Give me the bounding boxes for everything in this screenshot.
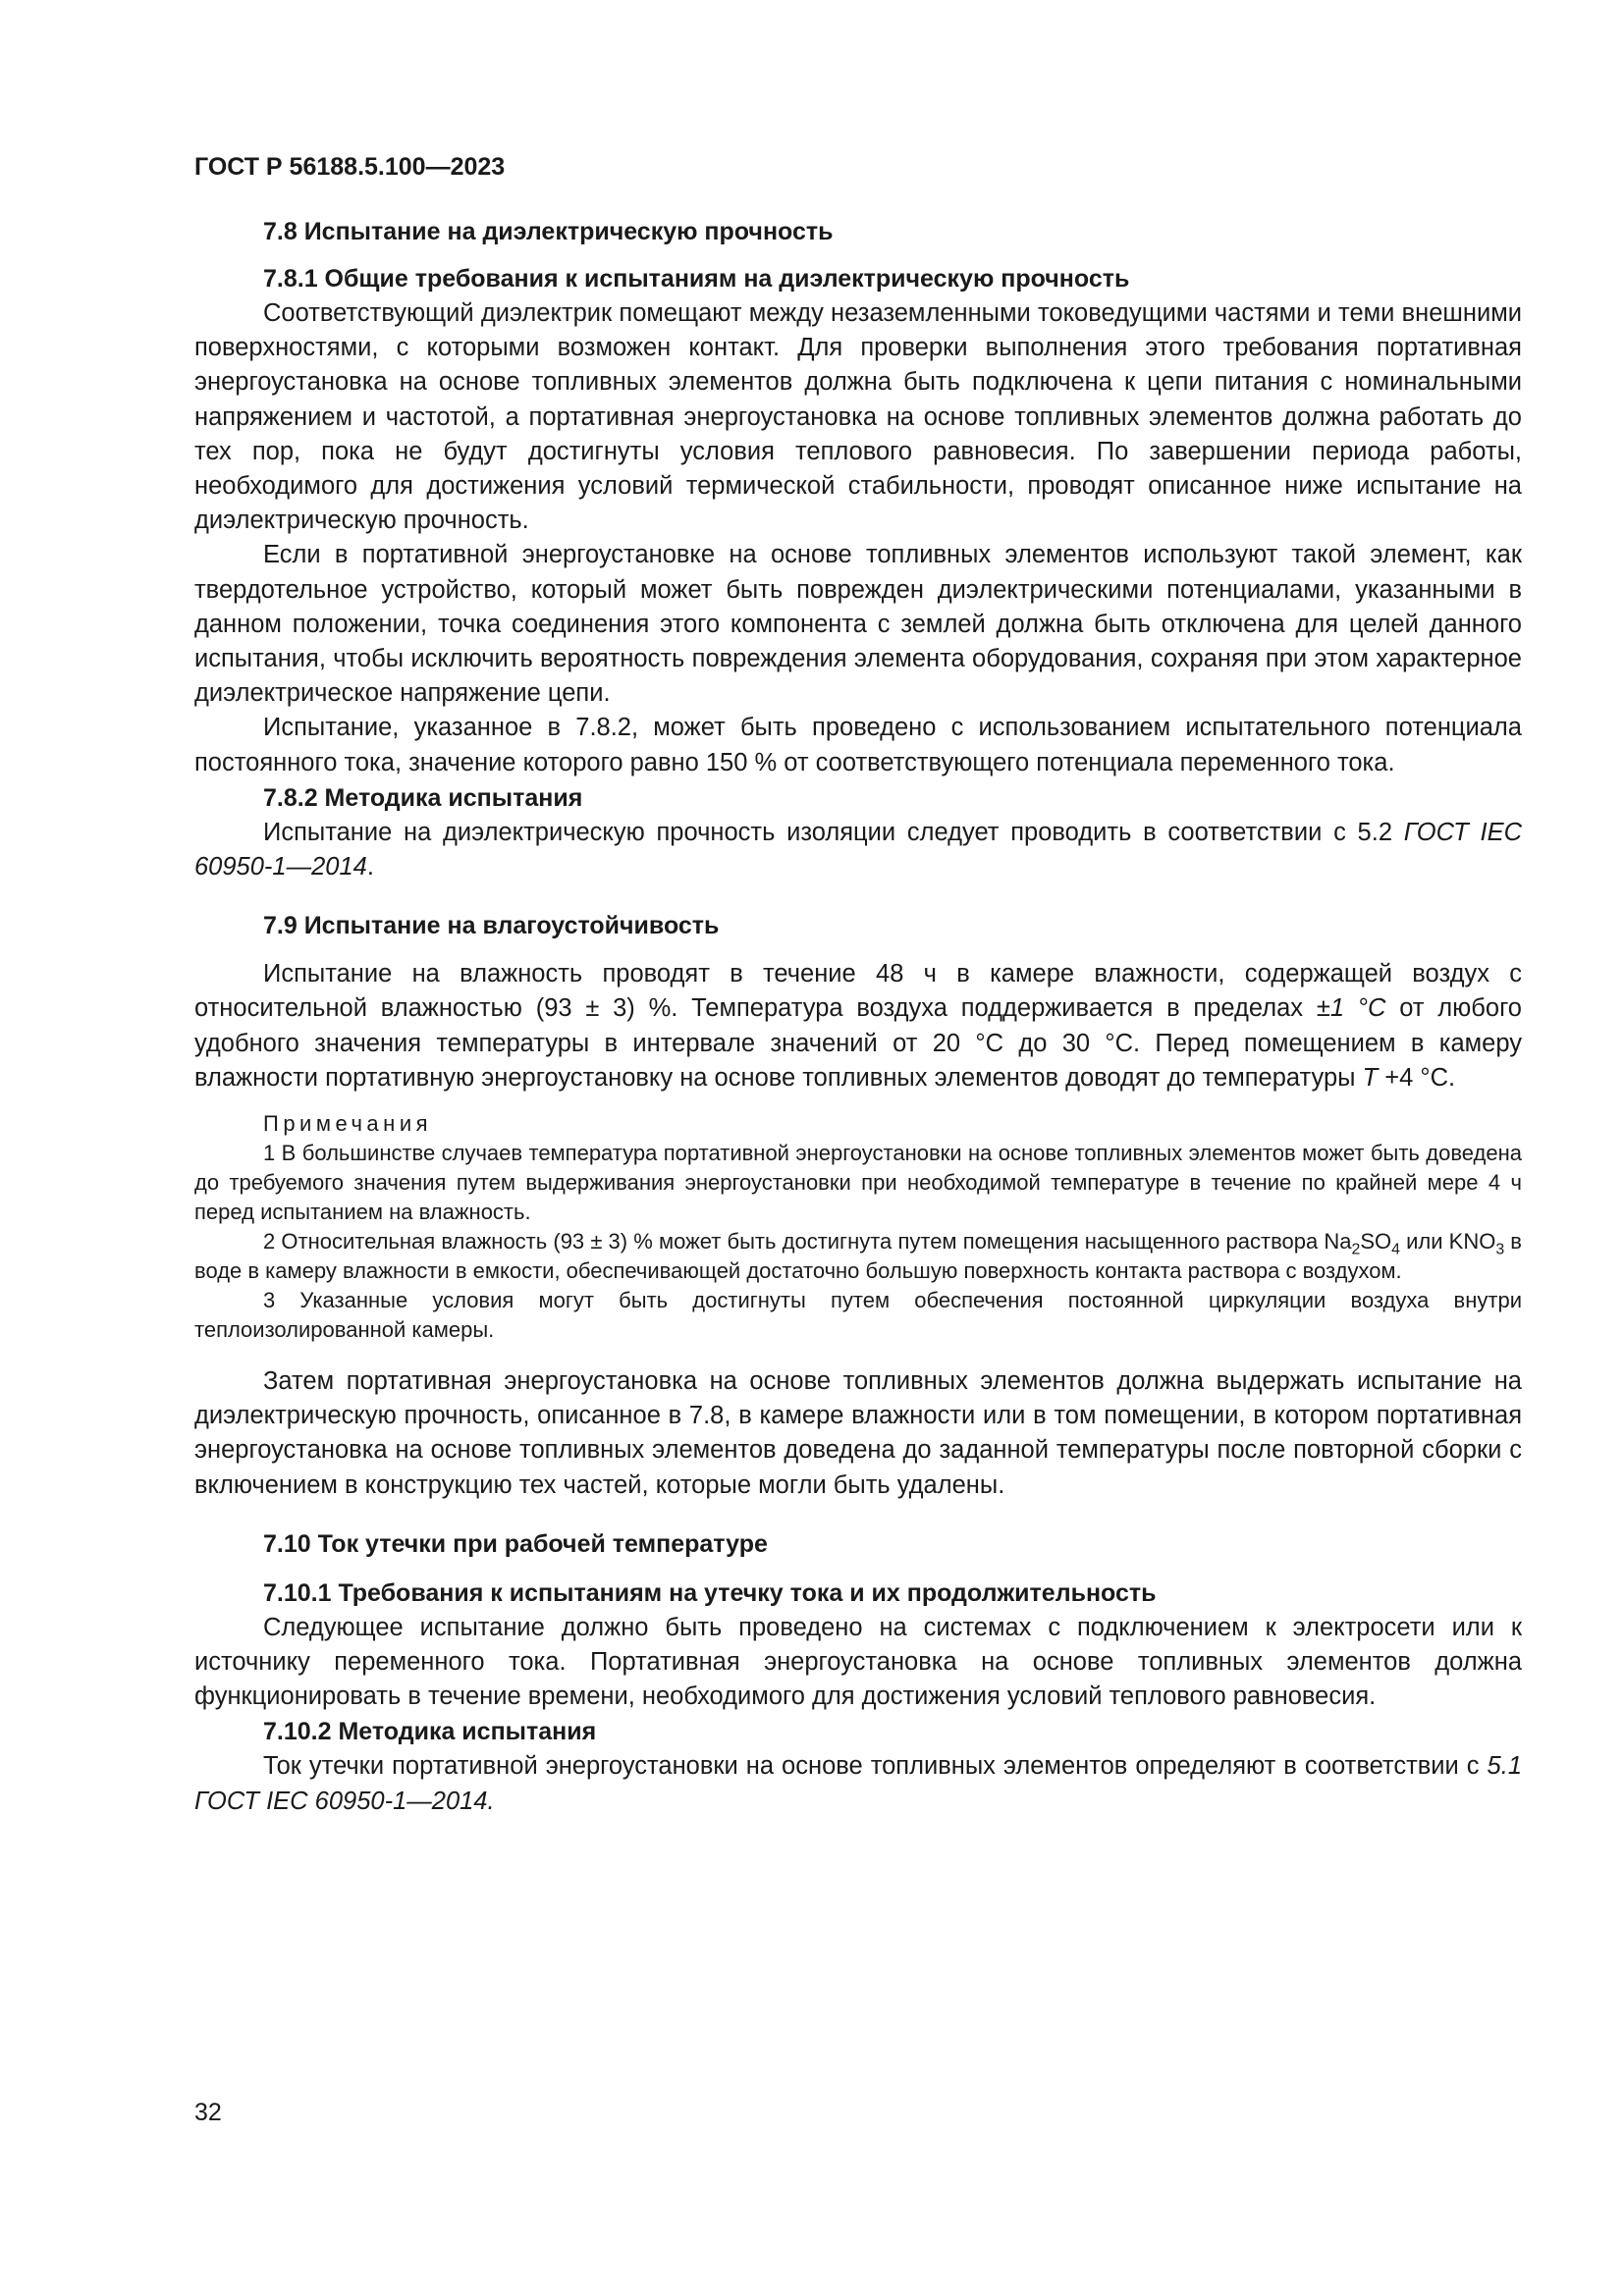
section-7-10-1-paragraph: Следующее испытание должно быть проведено на системах с подключением к электросети или к источнику переменного тока. Портативная энергоустановка на основе топливных элементов должна функционировать в течение времени, необходимого для достижения условий теплового равновесия. — [194, 1613, 1522, 1711]
section-7-8-2-title: 7.8.2 Методика испытания — [263, 783, 583, 812]
section-7-8-1-paragraph-2: Если в портативной энергоустановке на основе топливных элементов используют такой элемент, как твердотельное устройство, который может быть поврежден диэлектрическими потенциалами, указанными в данном положении, точка соединения этого компонента с землей должна быть отключена для целей данного испытания, чтобы исключить вероятность повреждения элемента оборудования, сохраняя при этом характерное диэлектрическое напряжение цепи. — [194, 541, 1522, 708]
section-7-8-2-paragraph: Испытание на диэлектрическую прочность изоляции следует проводить в соответствии с 5.2 ГОСТ IEC 60950-1—2014. — [194, 818, 1522, 881]
section-7-10-2-title: 7.10.2 Методика испытания — [263, 1718, 597, 1746]
section-7-8-title: 7.8 Испытание на диэлектрическую прочность — [263, 218, 834, 245]
section-7-10-1-title: 7.10.1 Требования к испытаниям на утечку тока и их продолжительность — [263, 1578, 1157, 1607]
section-7-10-title: 7.10 Ток утечки при рабочей температуре — [263, 1529, 768, 1558]
section-7-8-1-paragraph-1: Соответствующий диэлектрик помещают между незаземленными токоведущими частями и теми внешними поверхностями, с которыми возможен контакт. Для проверки выполнения этого требования портативная энергоустановка на основе топливных элементов должна быть подключена к цепи питания с номинальными напряжением и частотой, а портативная энергоустановка на основе топливных элементов должна работать до тех пор, пока не будут достигнуты условия теплового равновесия. По завершении периода работы, необходимого для достижения условий термической стабильности, проводят описанное ниже испытание на диэлектрическую прочность. — [194, 299, 1522, 535]
section-7-8-1-paragraph-3: Испытание, указанное в 7.8.2, может быть проведено с использованием испытательного потенциала постоянного тока, значение которого равно 150 % от соответствующего потенциала переменного тока. — [194, 714, 1522, 776]
section-7-9-paragraph-1: Испытание на влажность проводят в течение 48 ч в камере влажности, содержащей воздух с относительной влажностью (93 ± 3) %. Температура воздуха поддерживается в пределах ±1 °C от любого удобного значения температуры в интервале значений от 20 °C до 30 °C. Перед помещением в камеру влажности портативную энергоустановку на основе топливных элементов доводят до температуры T +4 °C. — [194, 960, 1522, 1092]
section-7-10-2-paragraph: Ток утечки портативной энергоустановки на основе топливных элементов определяют в соответствии с 5.1 ГОСТ IEC 60950-1—2014. — [194, 1752, 1522, 1815]
note-2: 2 Относительная влажность (93 ± 3) % может быть достигнута путем помещения насыщенного раствора $Na_2SO_4$ или $KNO_3$ в воде в камеру влажности в емкости, обеспечивающей достаточно большую поверхность контакта раствора с воздухом. — [194, 1229, 1522, 1284]
section-7-8-1-title: 7.8.1 Общие требования к испытаниям на диэлектрическую прочность — [263, 265, 1130, 293]
standard-reference: ГОСТ IEC 60950-1—2014 — [194, 818, 1522, 881]
standard-header: ГОСТ Р 56188.5.100—2023 — [194, 153, 506, 181]
note-3: 3 Указанные условия могут быть достигнуты путем обеспечения постоянной циркуляции воздуха внутри теплоизолированной камеры. — [194, 1288, 1522, 1343]
standard-reference: 5.1 ГОСТ IEC 60950-1—2014. — [194, 1752, 1522, 1815]
section-7-9-title: 7.9 Испытание на влагоустойчивость — [263, 912, 720, 940]
notes-title: Примечания — [263, 1111, 433, 1137]
note-1: 1 В большинстве случаев температура портативной энергоустановки на основе топливных элементов может быть доведена до требуемого значения путем выдерживания энергоустановки при необходимой температуре в течение по крайней мере 4 ч перед испытанием на влажность. — [194, 1141, 1522, 1225]
section-7-9-paragraph-2: Затем портативная энергоустановка на основе топливных элементов должна выдержать испытание на диэлектрическую прочность, описанное в 7.8, в камере влажности или в том помещении, в котором портативная энергоустановка на основе топливных элементов доведена до заданной температуры после повторной сборки с включением в конструкцию тех частей, которые могли быть удалены. — [194, 1367, 1522, 1499]
page-number: 32 — [194, 2099, 222, 2126]
document-page — [194, 149, 1522, 1819]
